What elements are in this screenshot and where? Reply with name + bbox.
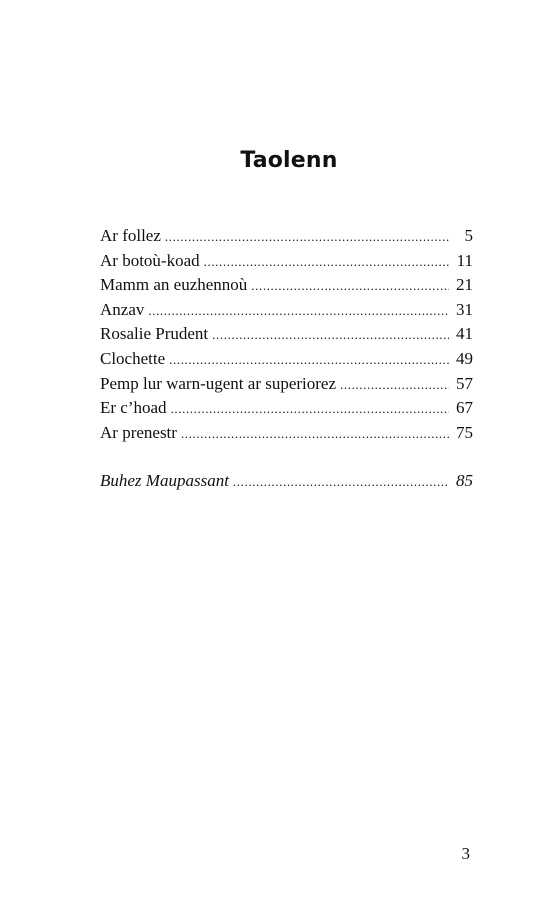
page-title: Taolenn [240, 148, 338, 173]
toc-entry-page: 41 [456, 324, 473, 344]
dot-leader [169, 352, 449, 368]
toc-entry-page: 57 [456, 373, 473, 393]
toc-entry-title: Ar follez [100, 226, 161, 245]
toc-entry-title: Clochette [100, 348, 166, 368]
dot-leader [165, 229, 449, 245]
toc-entry-title: Ar botoù-koad [100, 250, 200, 270]
toc-entry [100, 374, 473, 399]
toc-entry-page: 49 [456, 348, 473, 368]
toc-entry [100, 324, 473, 349]
page-number: 3 [461, 844, 470, 863]
toc-entry [100, 226, 473, 251]
dot-leader [204, 254, 449, 270]
dot-leader [251, 278, 449, 294]
section-gap [100, 447, 473, 471]
toc-entry-page: 85 [456, 471, 473, 491]
toc-appendix-entry [100, 471, 473, 496]
toc-entry-page: 67 [456, 398, 473, 418]
toc-entry [100, 423, 473, 448]
dot-leader [233, 474, 449, 490]
dot-leader [148, 303, 449, 319]
toc-entry-title: Mamm an euzhennoù [100, 275, 248, 295]
toc-entry-title: Er c’hoad [100, 398, 167, 418]
toc-entry-title: Pemp lur warn-ugent ar superiorez [100, 373, 337, 393]
dot-leader [340, 377, 449, 393]
toc-entry [100, 398, 473, 423]
toc-entry-page: 5 [464, 226, 473, 245]
toc-entry [100, 349, 473, 374]
toc-entry [100, 275, 473, 300]
toc-entry-page: 31 [456, 299, 473, 319]
dot-leader [171, 401, 449, 417]
toc-entry-title: Ar prenestr [100, 422, 177, 442]
dot-leader [212, 327, 449, 343]
toc-entry [100, 300, 473, 325]
toc-entry [100, 251, 473, 276]
toc-entry-title: Rosalie Prudent [100, 324, 209, 344]
table-of-contents [100, 226, 473, 496]
toc-entry-page: 75 [456, 422, 473, 442]
toc-entry-page: 11 [456, 250, 473, 270]
toc-entry-title: Buhez Maupassant [100, 471, 229, 491]
dot-leader [181, 426, 449, 442]
toc-entry-title: Anzav [100, 299, 145, 319]
toc-entry-page: 21 [456, 275, 473, 295]
